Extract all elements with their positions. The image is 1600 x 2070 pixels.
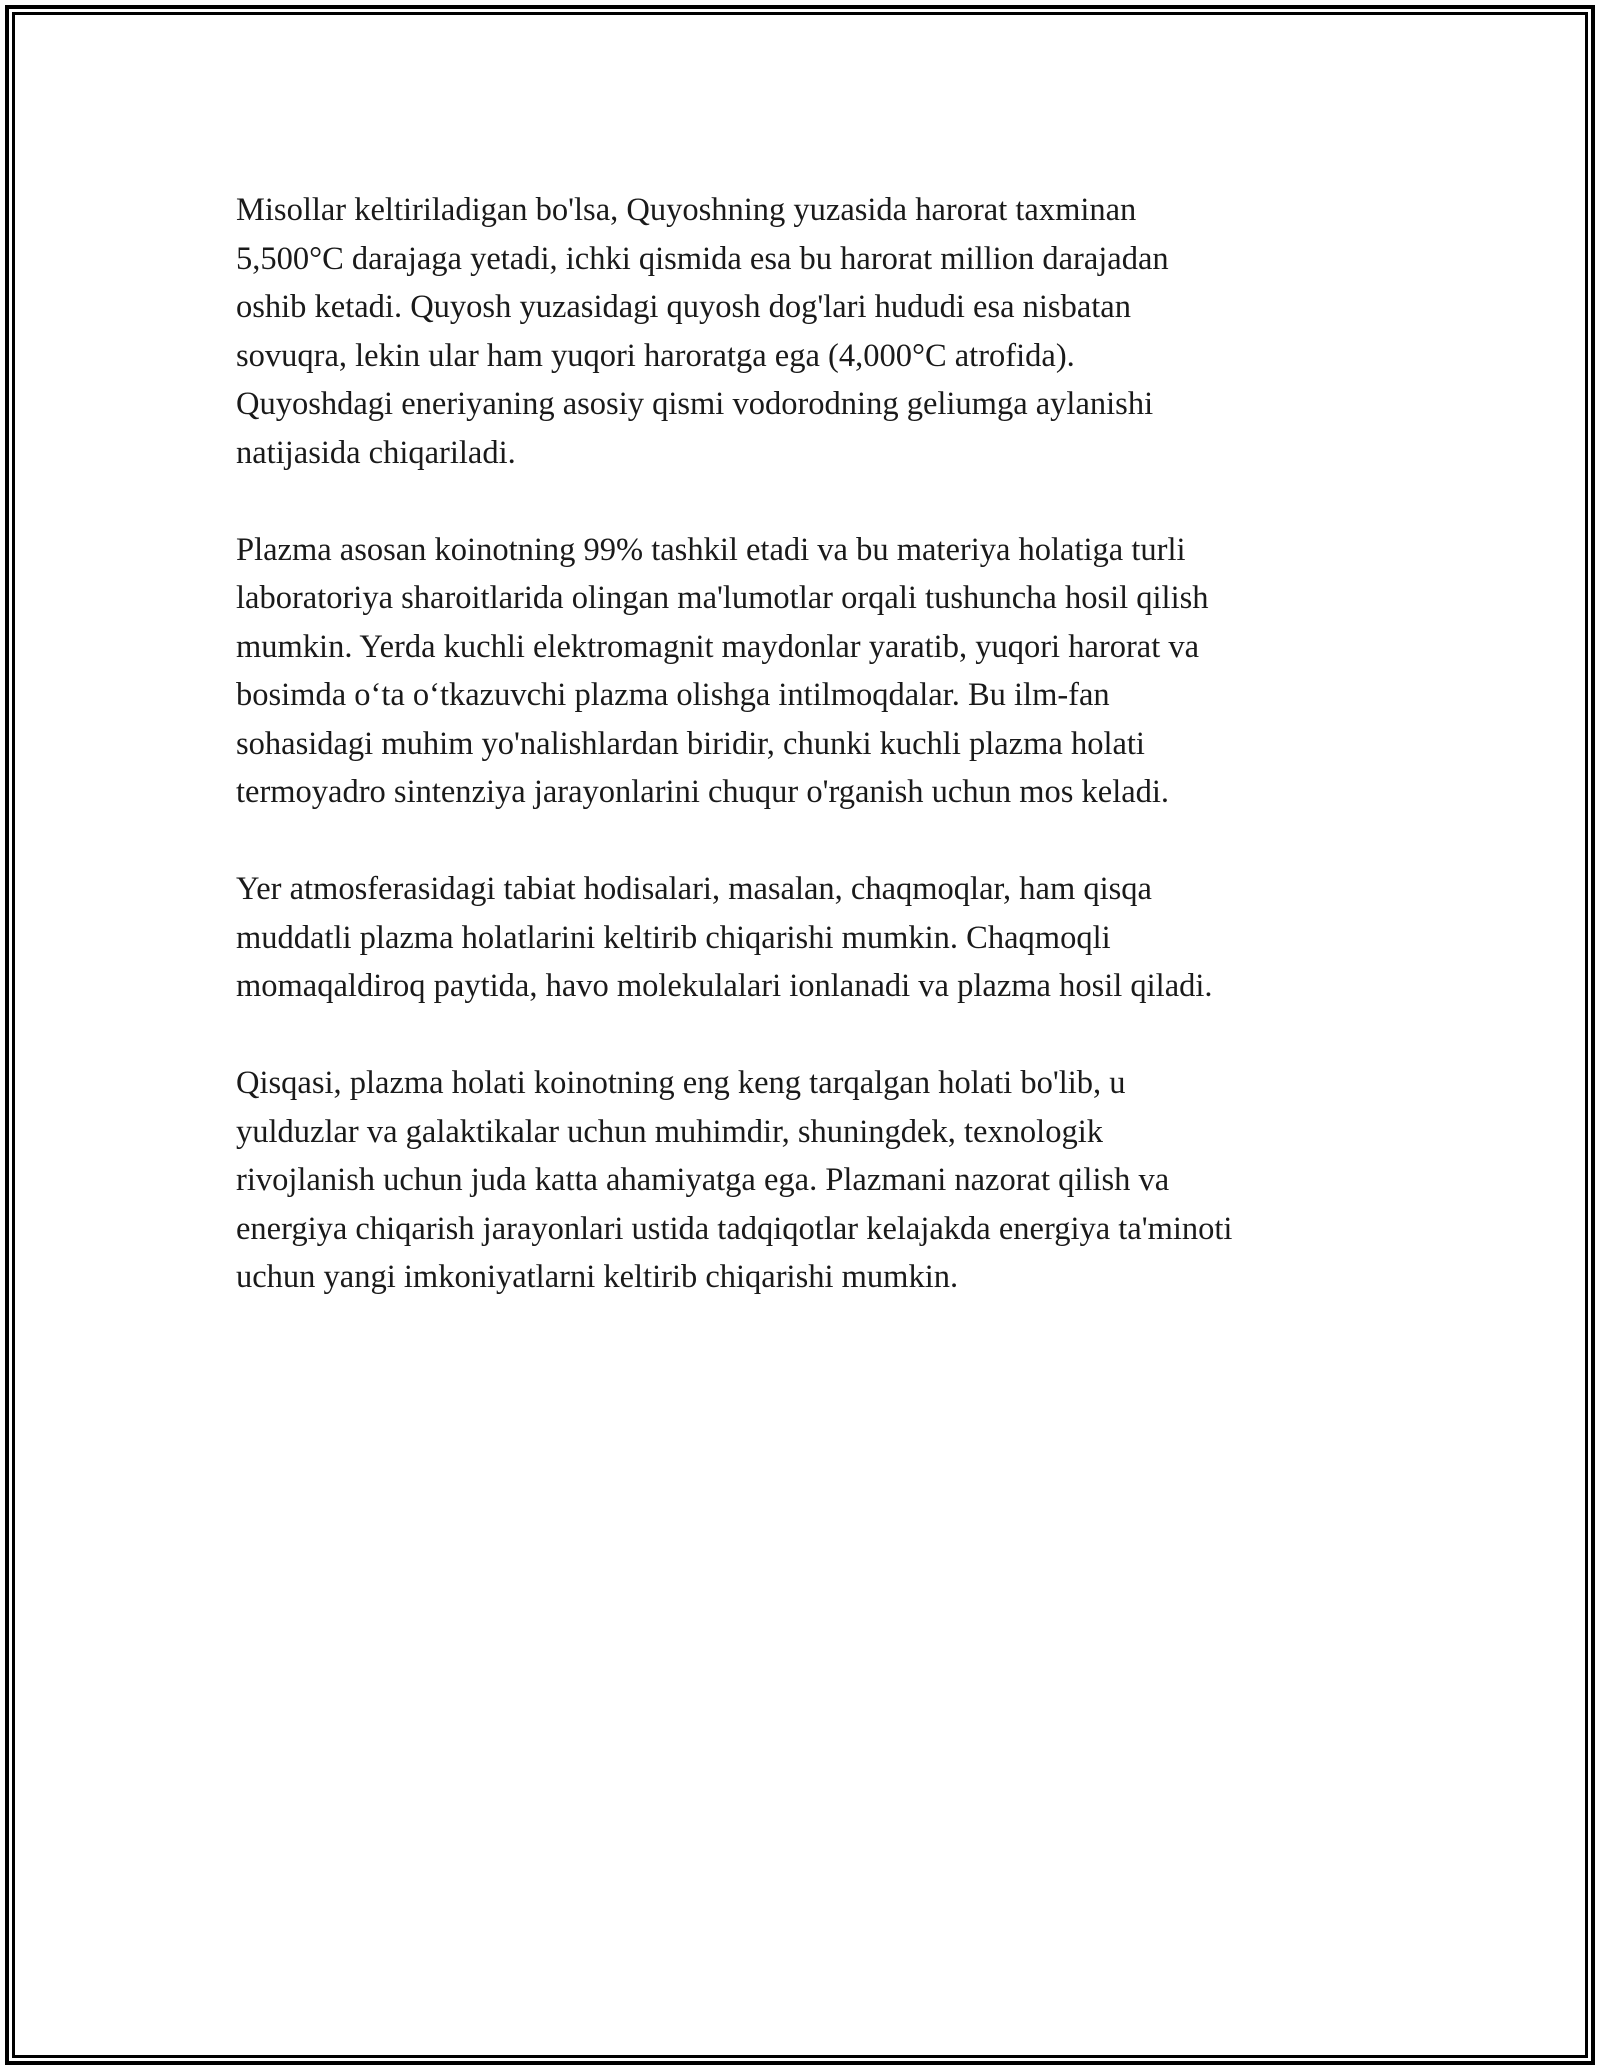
text-line: termoyadro sintenziya jarayonlarini chuqur o'rganish uchun mos keladi. xyxy=(236,774,1170,810)
text-line: Misollar keltiriladigan bo'lsa, Quyoshning yuzasida harorat taxminan xyxy=(236,192,1137,228)
document-body xyxy=(236,186,1376,1350)
text-line: uchun yangi imkoniyatlarni keltirib chiqarishi mumkin. xyxy=(236,1259,959,1295)
text-line: energiya chiqarish jarayonlari ustida tadqiqotlar kelajakda energiya ta'minoti xyxy=(236,1210,1233,1247)
text-line: Quyoshdagi eneriyaning asosiy qismi vodorodning geliumga aylanishi xyxy=(236,386,1154,422)
text-line: yulduzlar va galaktikalar uchun muhimdir, shuningdek, texnologik xyxy=(236,1113,1103,1150)
text-line: Qisqasi, plazma holati koinotning eng keng tarqalgan holati bo'lib, u xyxy=(236,1065,1126,1101)
text-line: muddatli plazma holatlarini keltirib chiqarishi mumkin. Chaqmoqli xyxy=(236,919,1111,956)
paragraph-1 xyxy=(236,186,1376,477)
text-line: rivojlanish uchun juda katta ahamiyatga ega. Plazmani nazorat qilish va xyxy=(236,1162,1170,1198)
paragraph-3 xyxy=(236,865,1376,1011)
text-line: Yer atmosferasidagi tabiat hodisalari, masalan, chaqmoqlar, ham qisqa xyxy=(236,871,1152,907)
paragraph-4 xyxy=(236,1059,1376,1302)
paragraph-2 xyxy=(236,526,1376,817)
text-line: oshib ketadi. Quyosh yuzasidagi quyosh dog'lari hududi esa nisbatan xyxy=(236,289,1131,325)
text-line: sovuqra, lekin ular ham yuqori haroratga ega (4,000°C atrofida). xyxy=(236,337,1075,374)
text-line: sohasidagi muhim yo'nalishlardan biridir, chunki kuchli plazma holati xyxy=(236,725,1145,762)
text-line: Plazma asosan koinotning 99% tashkil etadi va bu materiya holatiga turli xyxy=(236,531,1186,568)
text-line: momaqaldiroq paytida, havo molekulalari ionlanadi va plazma hosil qiladi. xyxy=(236,968,1213,1004)
text-line: laboratoriya sharoitlarida olingan ma'lumotlar orqali tushuncha hosil qilish xyxy=(236,580,1209,616)
text-line: mumkin. Yerda kuchli elektromagnit maydonlar yaratib, yuqori harorat va xyxy=(236,628,1200,665)
text-line: 5,500°C darajaga yetadi, ichki qismida esa bu harorat million darajadan xyxy=(236,240,1169,277)
text-line: natijasida chiqariladi. xyxy=(236,434,516,471)
text-line: bosimda o‘ta o‘tkazuvchi plazma olishga intilmoqdalar. Bu ilm-fan xyxy=(236,677,1110,713)
